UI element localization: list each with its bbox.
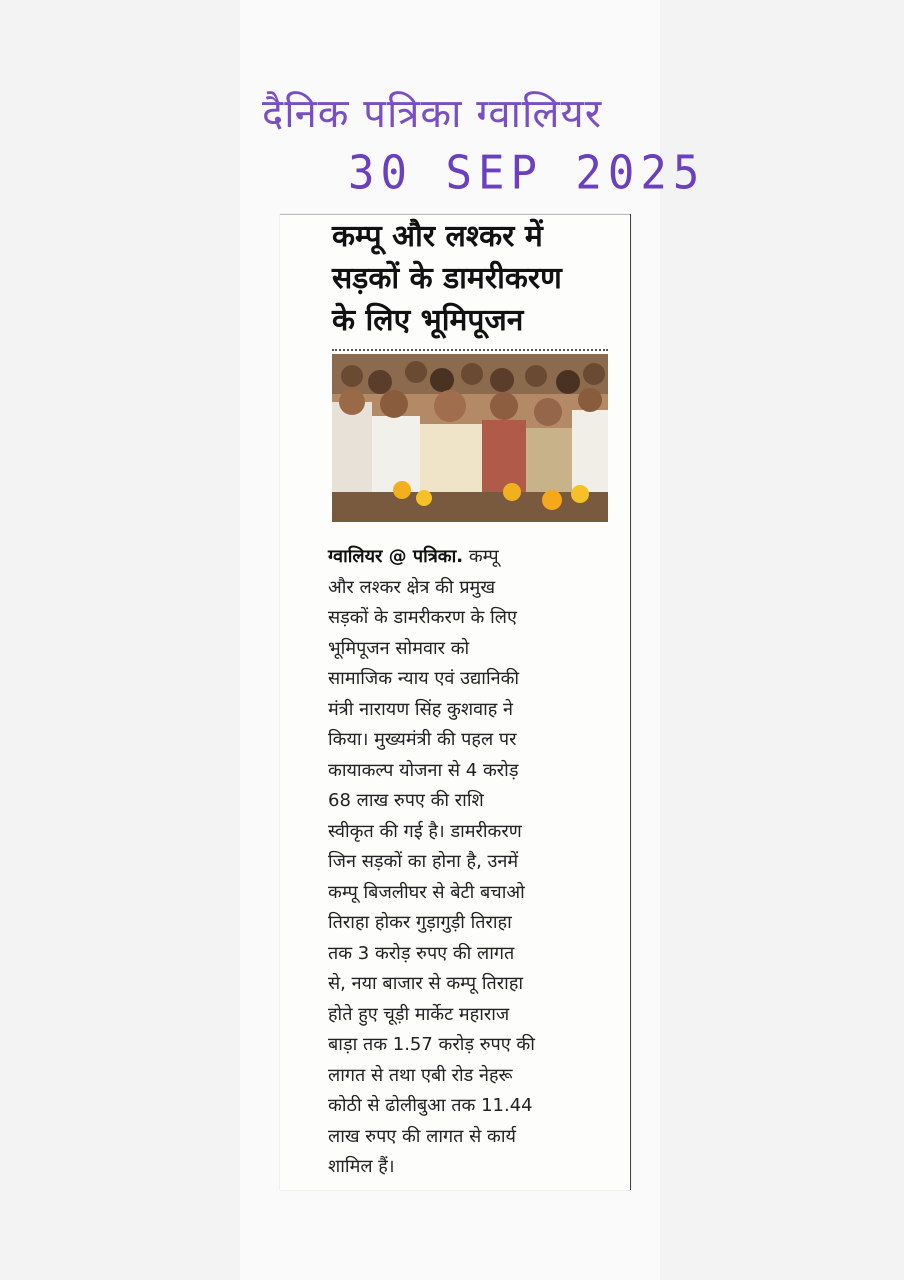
body-line xyxy=(328,542,618,573)
body-line: भूमिपूजन सोमवार को xyxy=(328,637,470,659)
newspaper-clipping xyxy=(280,214,631,1190)
article-body xyxy=(328,542,618,1183)
body-line: लाख रुपए की लागत से कार्य xyxy=(328,1125,516,1147)
body-line: से, नया बाजार से कम्पू तिराहा xyxy=(328,973,524,994)
date-stamp: 30 SEP 2025 xyxy=(348,146,706,201)
body-line: कायाकल्प योजना से 4 करोड़ xyxy=(328,759,519,781)
publication-stamp: दैनिक पत्रिका ग्वालियर xyxy=(262,91,603,137)
body-line-text: कम्पू xyxy=(468,546,499,567)
body-line: सड़कों के डामरीकरण के लिए xyxy=(328,607,517,628)
article-dateline: ग्वालियर @ पत्रिका. xyxy=(328,546,464,567)
body-line: और लश्कर क्षेत्र की प्रमुख xyxy=(328,576,496,598)
news-photo xyxy=(332,354,608,522)
body-line: तक 3 करोड़ रुपए की लागत xyxy=(328,942,515,964)
headline-line: कम्पू और लश्कर में xyxy=(332,219,543,254)
body-line: किया। मुख्यमंत्री की पहल पर xyxy=(328,729,517,750)
body-line: लागत से तथा एबी रोड नेहरू xyxy=(328,1064,513,1086)
dotted-rule xyxy=(332,349,608,351)
body-line: मंत्री नारायण सिंह कुशवाह ने xyxy=(328,698,514,720)
headline-line: सड़कों के डामरीकरण xyxy=(332,261,562,296)
body-line: 68 लाख रुपए की राशि xyxy=(328,790,484,811)
body-line: कम्पू बिजलीघर से बेटी बचाओ xyxy=(328,881,525,903)
body-line: तिराहा होकर गुड़ागुड़ी तिराहा xyxy=(328,912,512,933)
body-line: जिन सड़कों का होना है, उनमें xyxy=(328,851,519,872)
body-line: शामिल हैं। xyxy=(328,1156,395,1177)
body-line: कोठी से ढोलीबुआ तक 11.44 xyxy=(328,1095,533,1116)
article-headline xyxy=(332,216,622,342)
body-line: सामाजिक न्याय एवं उद्यानिकी xyxy=(328,668,520,689)
body-line: स्वीकृत की गई है। डामरीकरण xyxy=(328,820,522,842)
body-line: बाड़ा तक 1.57 करोड़ रुपए की xyxy=(328,1034,535,1055)
headline-line: के लिए भूमिपूजन xyxy=(332,303,524,338)
body-line: होते हुए चूड़ी मार्केट महाराज xyxy=(328,1003,510,1025)
